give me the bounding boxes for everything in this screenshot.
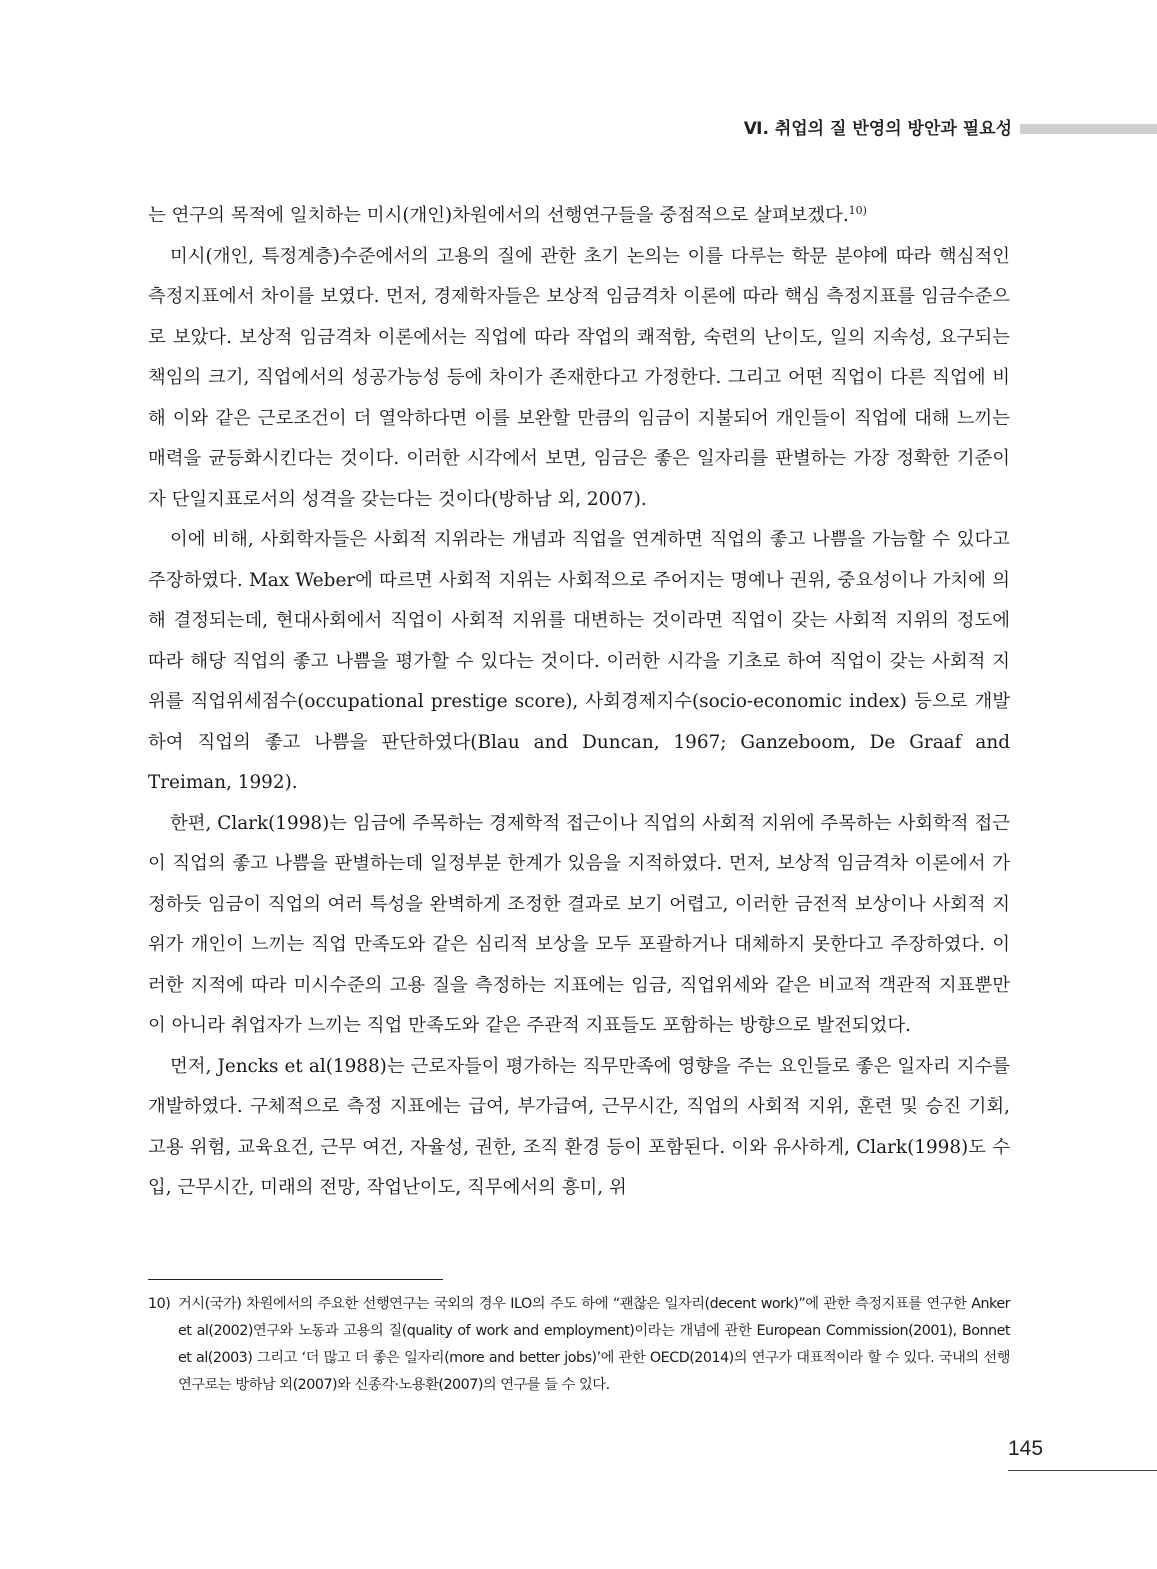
page-number-rule <box>1008 1470 1157 1471</box>
header-decorative-bar <box>1020 124 1157 134</box>
paragraph-3: 이에 비해, 사회학자들은 사회적 지위라는 개념과 직업을 연계하면 직업의 좋고 나쁨을 가늠할 수 있다고 주장하였다. Max Weber에 따르면 사회적 지위는 사회적으로 주어지는 명예나 권위, 중요성이나 가치에 의해 결정되는데, 현대사회에서 직업이 사회적 지위를 대변하는 것이라면 직업이 갖는 사회적 지위의 정도에 따라 해당 직업의 좋고 나쁨을 평가할 수 있다는 것이다. 이러한 시각을 기초로 하여 직업이 갖는 사회적 지위를 직업위세점수(occupational prestige score), 사회경제지수(socio-economic index) 등으로 개발하여 직업의 좋고 나쁨을 판단하였다(Blau and Duncan, 1967; Ganzeboom, De Graaf and Treiman, 1992). <box>148 529 1010 793</box>
paragraph-4: 한편, Clark(1998)는 임금에 주목하는 경제학적 접근이나 직업의 사회적 지위에 주목하는 사회학적 접근이 직업의 좋고 나쁨을 판별하는데 일정부분 한계가 있음을 지적하였다. 먼저, 보상적 임금격차 이론에서 가정하듯 임금이 직업의 여러 특성을 완벽하게 조정한 결과로 보기 어렵고, 이러한 금전적 보상이나 사회적 지위가 개인이 느끼는 직업 만족도와 같은 심리적 보상을 모두 포괄하거나 대체하지 못한다고 주장하였다. 이러한 지적에 따라 미시수준의 고용 질을 측정하는 지표에는 임금, 직업위세와 같은 비교적 객관적 지표뿐만이 아니라 취업자가 느끼는 직업 만족도와 같은 주관적 지표들도 포함하는 방향으로 발전되었다. <box>148 812 1010 1036</box>
paragraph-2: 미시(개인, 특정계층)수준에서의 고용의 질에 관한 초기 논의는 이를 다루는 학문 분야에 따라 핵심적인 측정지표에서 차이를 보였다. 먼저, 경제학자들은 보상적 임금격차 이론에 따라 핵심 측정지표를 임금수준으로 보았다. 보상적 임금격차 이론에서는 직업에 따라 작업의 쾌적함, 숙련의 난이도, 일의 지속성, 요구되는 책임의 크기, 직업에서의 성공가능성 등에 차이가 존재한다고 가정한다. 그리고 어떤 직업이 다른 직업에 비해 이와 같은 근로조건이 더 열악하다면 이를 보완할 만큼의 임금이 지불되어 개인들이 직업에 대해 느끼는 매력을 균등화시킨다는 것이다. 이러한 시각에서 보면, 임금은 좋은 일자리를 판별하는 가장 정확한 기준이자 단일지표로서의 성격을 갖는다는 것이다(방하남 외, 2007). <box>148 245 1010 510</box>
running-header <box>700 116 1157 142</box>
footnote-text: 거시(국가) 차원에서의 주요한 선행연구는 국외의 경우 ILO의 주도 하에 “괜찮은 일자리(decent work)”에 관한 측정지표를 연구한 Anker et al(2002)연구와 노동과 고용의 질(quality of work and employment)이라는 개념에 관한 European Commission(2001), Bonnet et al(2003) 그리고 ‘더 많고 더 좋은 일자리(more and better jobs)’에 관한 OECD(2014)의 연구가 대표적이라 할 수 있다. 국내의 선행연구로는 방하남 외(2007)와 신종각·노용환(2007)의 연구를 들 수 있다. <box>178 1296 1010 1393</box>
chapter-title: Ⅵ. 취업의 질 반영의 방안과 필요성 <box>743 119 1012 139</box>
paragraph-1 <box>148 196 1010 237</box>
footnote-10 <box>148 1291 1010 1399</box>
paragraph-5: 먼저, Jencks et al(1988)는 근로자들이 평가하는 직무만족에 영향을 주는 요인들로 좋은 일자리 지수를 개발하였다. 구체적으로 측정 지표에는 급여, 부가급여, 근무시간, 직업의 사회적 지위, 훈련 및 승진 기회, 고용 위험, 교육요건, 근무 여건, 자율성, 권한, 조직 환경 등이 포함된다. 이와 유사하게, Clark(1998)도 수입, 근무시간, 미래의 전망, 작업난이도, 직무에서의 흥미, 위 <box>148 1055 1010 1198</box>
footnote-divider <box>148 1279 443 1280</box>
paragraph-1-text: 는 연구의 목적에 일치하는 미시(개인)차원에서의 선행연구들을 중점적으로 살펴보겠다. <box>148 205 849 226</box>
body-text <box>148 196 1010 1209</box>
page-number: 145 <box>1008 1437 1044 1460</box>
footnote-number: 10) <box>148 1296 171 1312</box>
footnote-reference[interactable]: 10) <box>848 204 867 217</box>
